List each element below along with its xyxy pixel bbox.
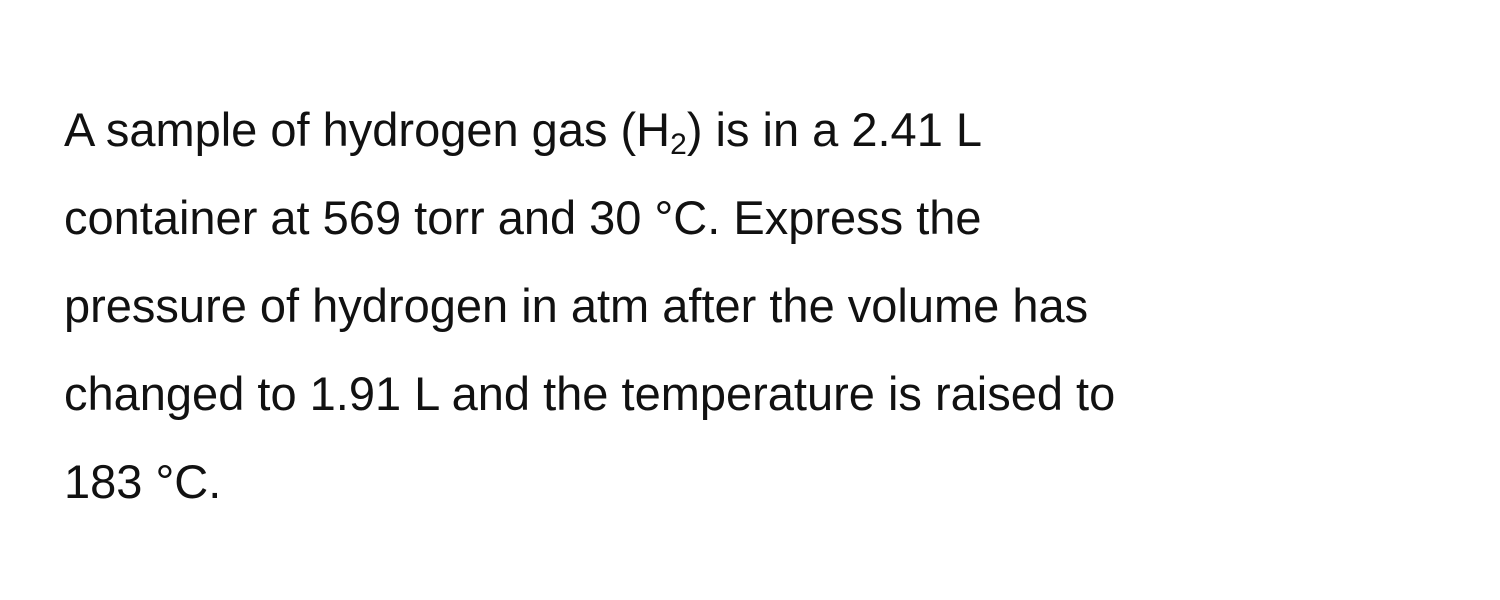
- h2-subscript: 2: [670, 128, 687, 161]
- question-line-4: changed to 1.91 L and the temperature is raised to: [64, 367, 1116, 420]
- question-text: [64, 86, 1444, 526]
- line-1-text-start: A sample of hydrogen gas (H: [64, 103, 671, 156]
- question-line-5: 183 °C.: [64, 455, 222, 508]
- question-line-1: [64, 86, 1444, 174]
- question-line-3: pressure of hydrogen in atm after the volume has: [64, 279, 1089, 332]
- line-1-text-end: ) is in a 2.41 L: [686, 103, 983, 156]
- question-line-2: container at 569 torr and 30 °C. Express the: [64, 191, 982, 244]
